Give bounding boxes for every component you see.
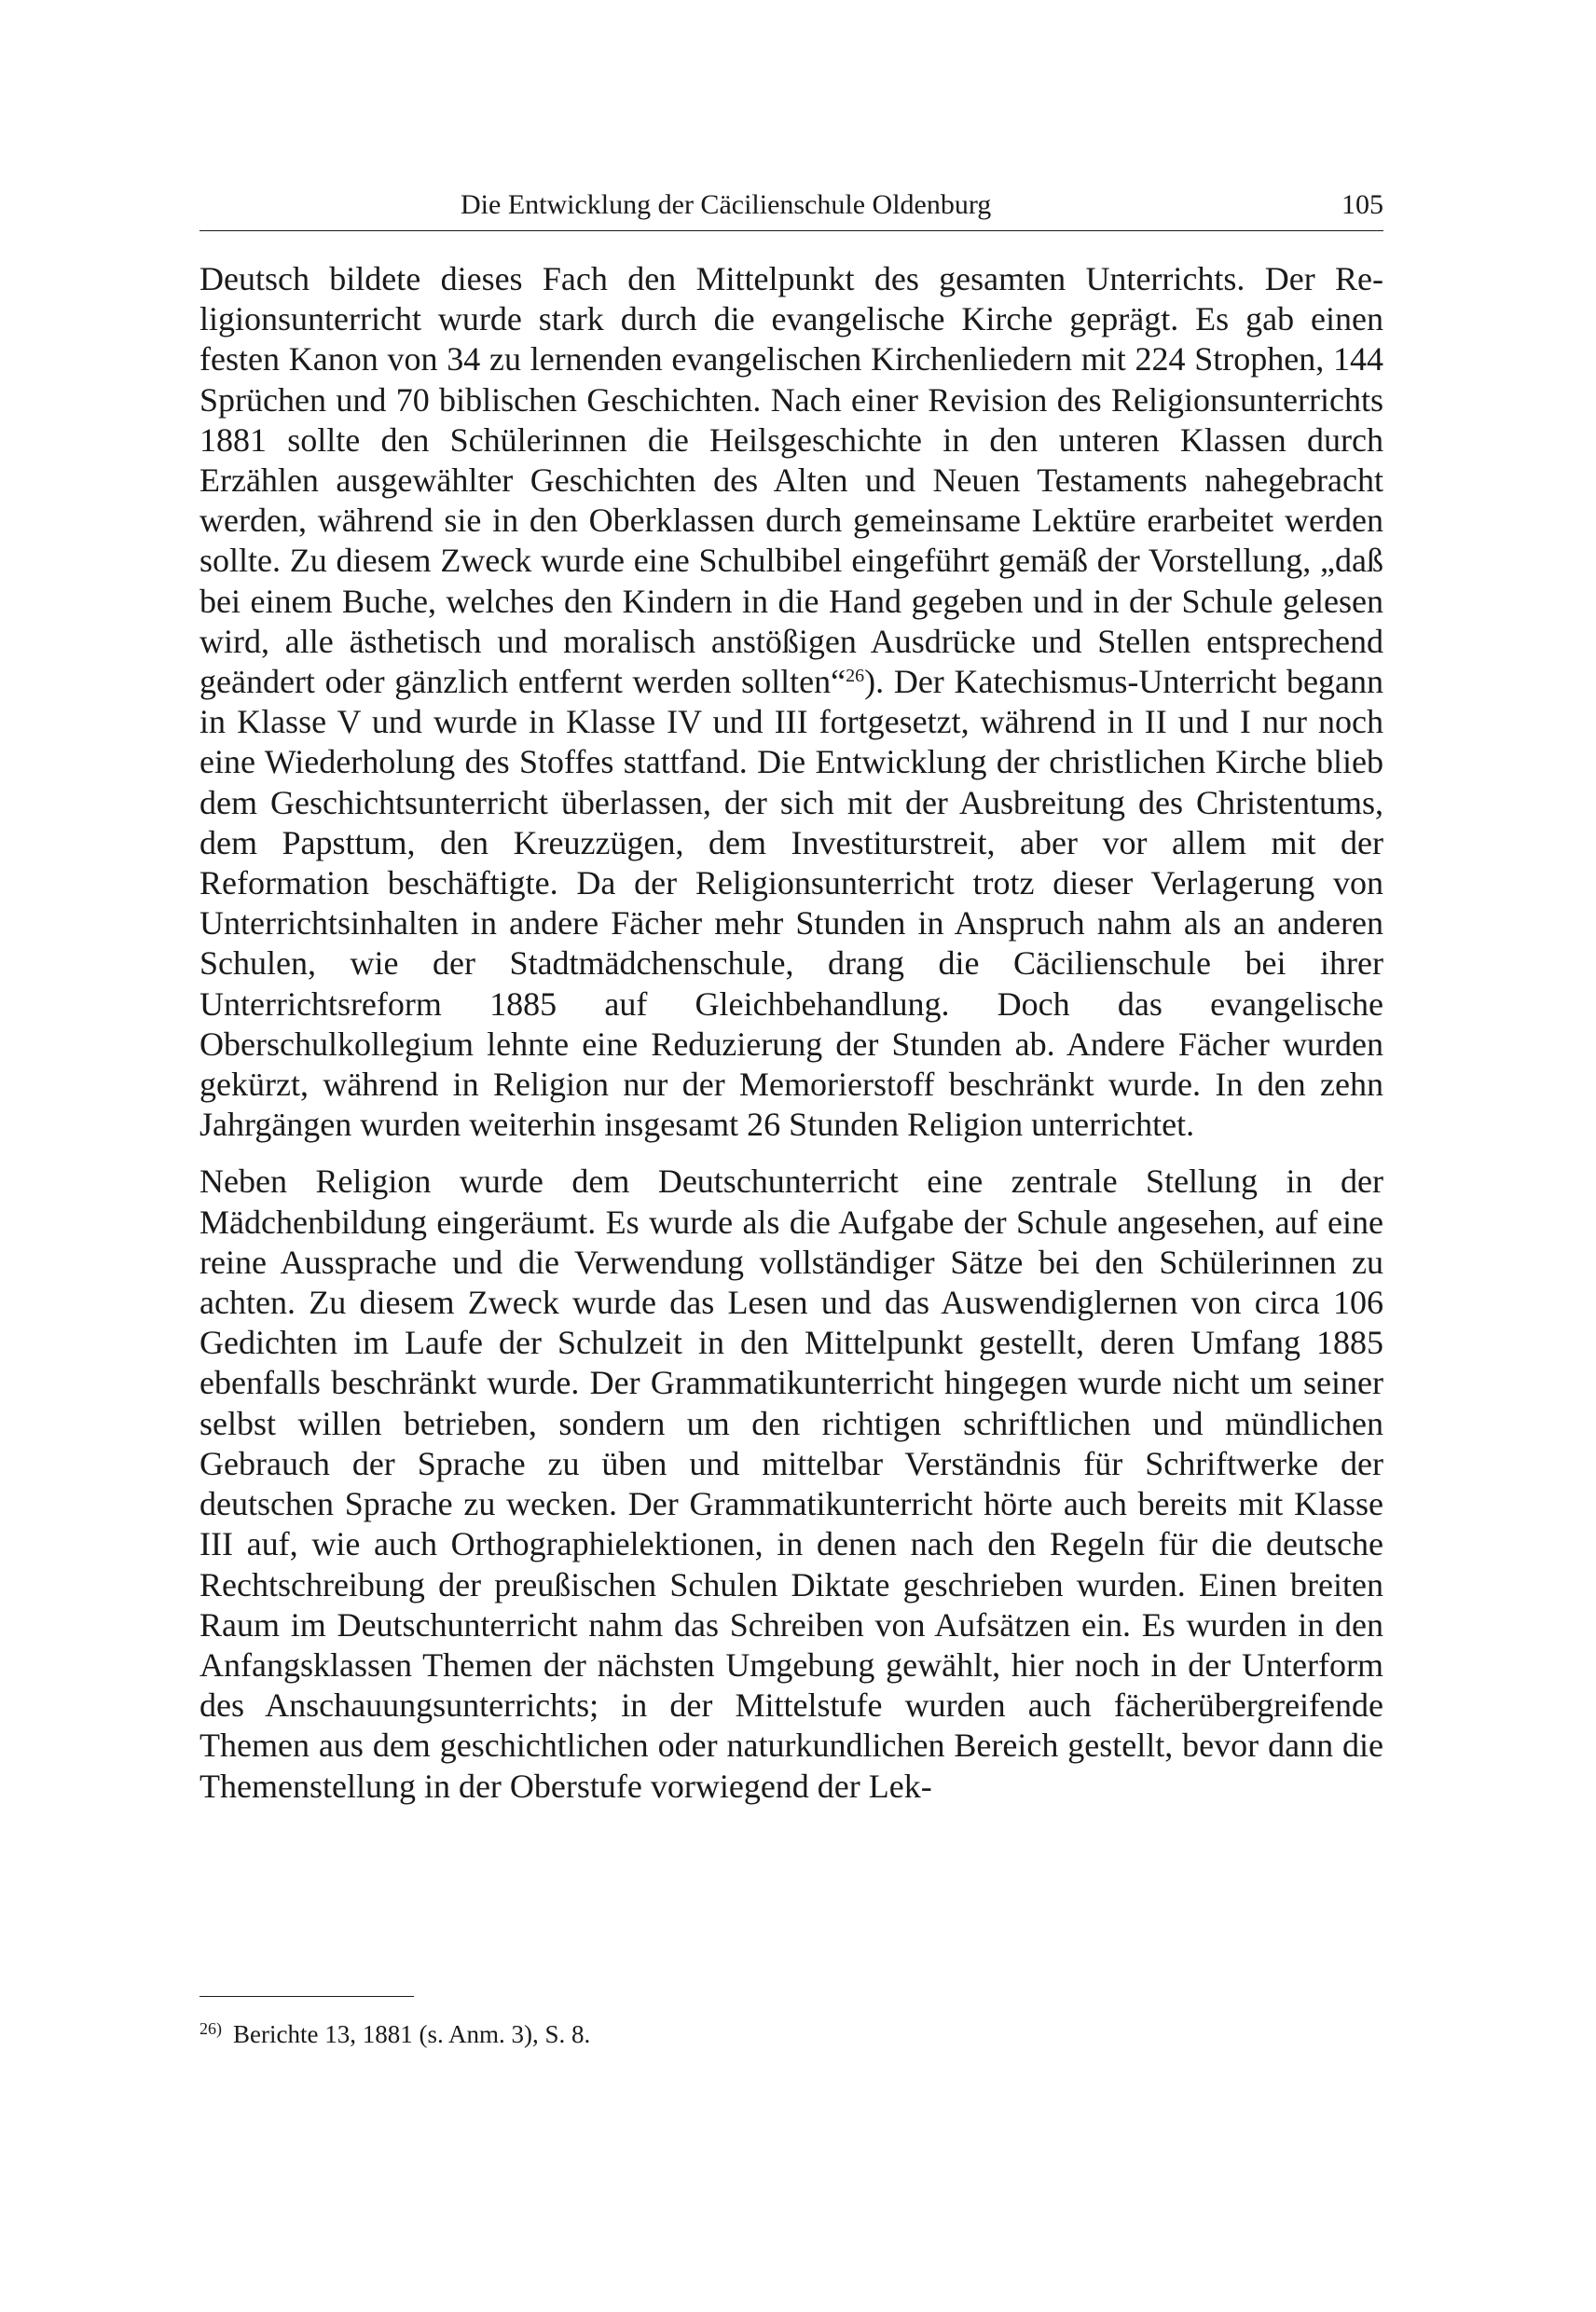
paragraph-1-part-b: ). Der Katechismus-Unterricht begann in Klasse V und wurde in Klasse IV und III fortgesetzt, während in II und I nur noch eine Wiederholung des Stoffes stattfand. Die Entwicklung der christlichen Kirche blieb dem Geschichtsunterricht überlassen, der sich mit der Ausbreitung des Christentums, dem Papsttum, den Kreuzzügen, dem Investiturstreit, aber vor allem mit der Reformation beschäftigte. Da der Religionsunterricht trotz dieser Verlagerung von Unterrichtsinhalten in andere Fächer mehr Stunden in Anspruch nahm als an anderen Schulen, wie der Stadtmädchenschule, drang die Cäcilienschule bei ihrer Unterrichtsreform 1885 auf Gleichbehandlung. Doch das evangelische Oberschulkollegium lehnte eine Reduzierung der Stunden ab. Andere Fächer wurden gekürzt, während in Religion nur der Memorierstoff beschränkt wurde. In den zehn Jahrgängen wurden weiterhin insgesamt 26 Stunden Religion unterrichtet. [200,663,1384,1144]
paragraph-2: Neben Religion wurde dem Deutschunterricht eine zentrale Stellung in der Mädchenbildung eingeräumt. Es wurde als die Aufgabe der Schule angesehen, auf eine reine Aussprache und die Verwendung vollständiger Sätze bei den Schülerinnen zu achten. Zu diesem Zweck wurde das Lesen und das Auswendiglernen von circa 106 Gedichten im Laufe der Schulzeit in den Mittelpunkt gestellt, deren Umfang 1885 ebenfalls beschränkt wurde. Der Grammatikunterricht hingegen wurde nicht um seiner selbst willen betrieben, sondern um den richtigen schriftlichen und mündlichen Gebrauch der Sprache zu üben und mittelbar Verständnis für Schriftwerke der deutschen Sprache zu wecken. Der Grammatikunterricht hörte auch bereits mit Klasse III auf, wie auch Orthographielektionen, in denen nach den Regeln für die deutsche Rechtschreibung der preußischen Schulen Diktate geschrieben wurden. Einen breiten Raum im Deutschunterricht nahm das Schreiben von Aufsätzen ein. Es wurden in den Anfangsklassen Themen der nächsten Umgebung gewählt, hier noch in der Unterform des Anschauungsunterrichts; in der Mittelstufe wurden auch fächerübergreifende Themen aus dem geschichtlichen oder naturkundlichen Bereich gestellt, bevor dann die Themenstellung in der Oberstufe vorwiegend der Lek- [200,1163,1383,1805]
paragraph-1-part-a: Deutsch bildete dieses Fach den Mittelpunkt des gesamten Unterrichts. Der Religionsunterricht wurde stark durch die evangelische Kirche geprägt. Es gab einen festen Kanon von 34 zu lernenden evangelischen Kirchenliedern mit 224 Strophen, 144 Sprüchen und 70 biblischen Geschichten. Nach einer Revision des Religionsunterrichts 1881 sollte den Schülerinnen die Heilsgeschichte in den unteren Klassen durch Erzählen ausgewählter Geschichten des Alten und Neuen Testaments nahegebracht werden, während sie in den Oberklassen durch gemeinsame Lektüre erarbeitet werden sollte. Zu diesem Zweck wurde eine Schulbibel eingeführt gemäß der Vorstellung, „daß bei einem Buche, welches den Kindern in die Hand gegeben und in der Schule gelesen wird, alle ästhetisch und moralisch anstößigen Ausdrücke und Stellen entsprechend geändert oder gänzlich entfernt werden sollten“ [200,260,1383,701]
document-page [200,0,1383,2312]
running-head [200,183,1383,227]
paragraph-1 [200,259,1383,1145]
page-number: 105 [1341,189,1383,220]
running-title: Die Entwicklung der Cäcilienschule Oldenburg [461,189,992,220]
footnote-text: Berichte 13, 1881 (s. Anm. 3), S. 8. [233,2020,591,2048]
footnote-rule [200,1996,414,1997]
header-rule [200,230,1383,231]
main-text [200,259,1383,1807]
footnote-26 [200,2017,1383,2051]
footnote-reference-26[interactable]: 26 [846,666,865,687]
footnote-mark: 26) [200,2019,222,2038]
